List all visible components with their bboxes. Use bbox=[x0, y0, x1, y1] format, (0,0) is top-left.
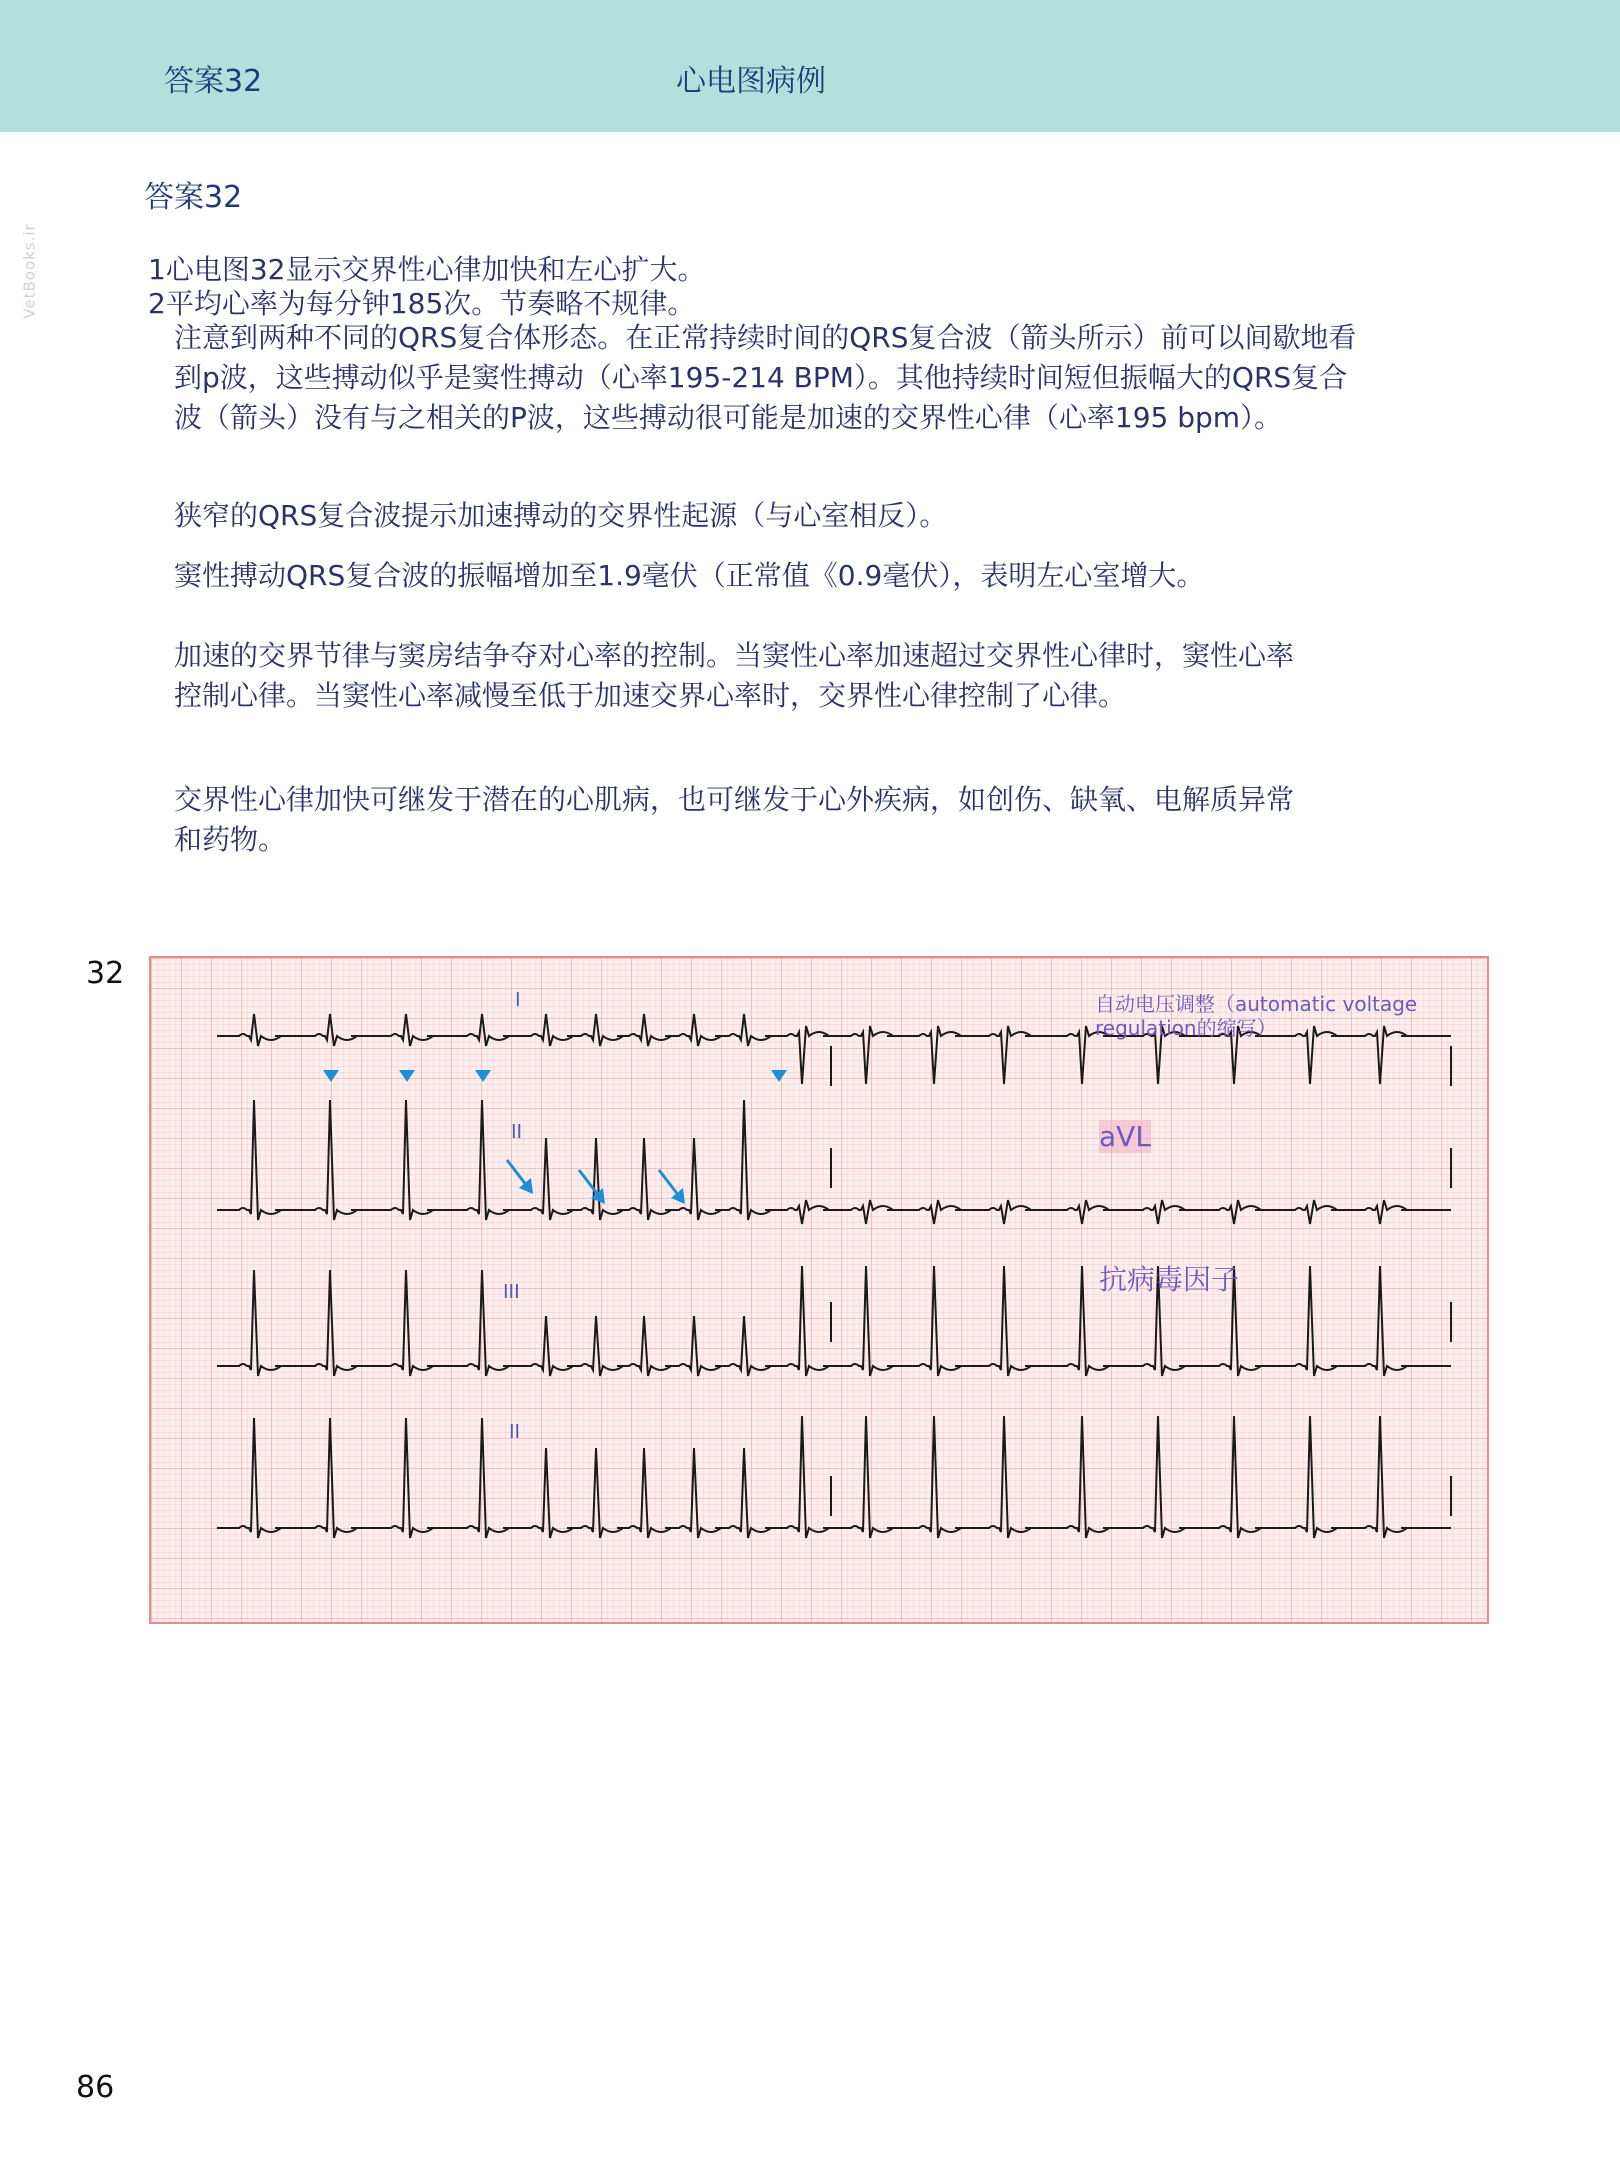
watermark: VetBooks.ir bbox=[20, 223, 39, 319]
lead-label-I: I bbox=[515, 989, 521, 1011]
body-line: 狭窄的QRS复合波提示加速搏动的交界性起源（与心室相反）。 bbox=[174, 499, 948, 532]
answer-title: 答案32 bbox=[144, 180, 243, 215]
overlay-avf: 抗病毒因子 bbox=[1099, 1263, 1240, 1296]
overlay-avl: aVL bbox=[1099, 1120, 1151, 1153]
body-line: 窦性搏动QRS复合波的振幅增加至1.9毫伏（正常值《0.9毫伏），表明左心室增大。 bbox=[174, 559, 1205, 592]
body-line: 控制心律。当窦性心率减慢至低于加速交界心率时，交界性心律控制了心律。 bbox=[174, 679, 1127, 712]
body-line: 1心电图32显示交界性心律加快和左心扩大。 bbox=[148, 253, 706, 286]
body-line: 和药物。 bbox=[174, 823, 287, 856]
lead-label-II-rhythm: II bbox=[509, 1421, 521, 1443]
figure-number: 32 bbox=[86, 956, 125, 991]
lead-label-III: III bbox=[503, 1281, 520, 1303]
page-header bbox=[0, 0, 1620, 132]
header-chapter-title: 心电图病例 bbox=[676, 64, 826, 99]
overlay-avr: 自动电压调整（automatic voltage regulation的缩写） bbox=[1095, 992, 1418, 1040]
lead-label-II: II bbox=[511, 1121, 523, 1143]
header-section-label: 答案32 bbox=[164, 64, 263, 99]
ecg-strip bbox=[149, 956, 1489, 1624]
body-line: 波（箭头）没有与之相关的P波，这些搏动很可能是加速的交界性心律（心率195 bpm）。 bbox=[174, 401, 1283, 434]
body-line: 到p波，这些搏动似乎是窦性搏动（心率195-214 BPM）。其他持续时间短但振幅大的QRS复合 bbox=[174, 361, 1348, 394]
body-line: 交界性心律加快可继发于潜在的心肌病，也可继发于心外疾病，如创伤、缺氧、电解质异常 bbox=[174, 783, 1295, 816]
body-line: 2平均心率为每分钟185次。节奏略不规律。 bbox=[148, 287, 696, 320]
body-line: 注意到两种不同的QRS复合体形态。在正常持续时间的QRS复合波（箭头所示）前可以间歇地看 bbox=[174, 321, 1357, 354]
page-number: 86 bbox=[76, 2070, 115, 2105]
ecg-svg bbox=[151, 958, 1487, 1622]
body-line: 加速的交界节律与窦房结争夺对心率的控制。当窦性心率加速超过交界性心律时，窦性心率 bbox=[174, 639, 1295, 672]
